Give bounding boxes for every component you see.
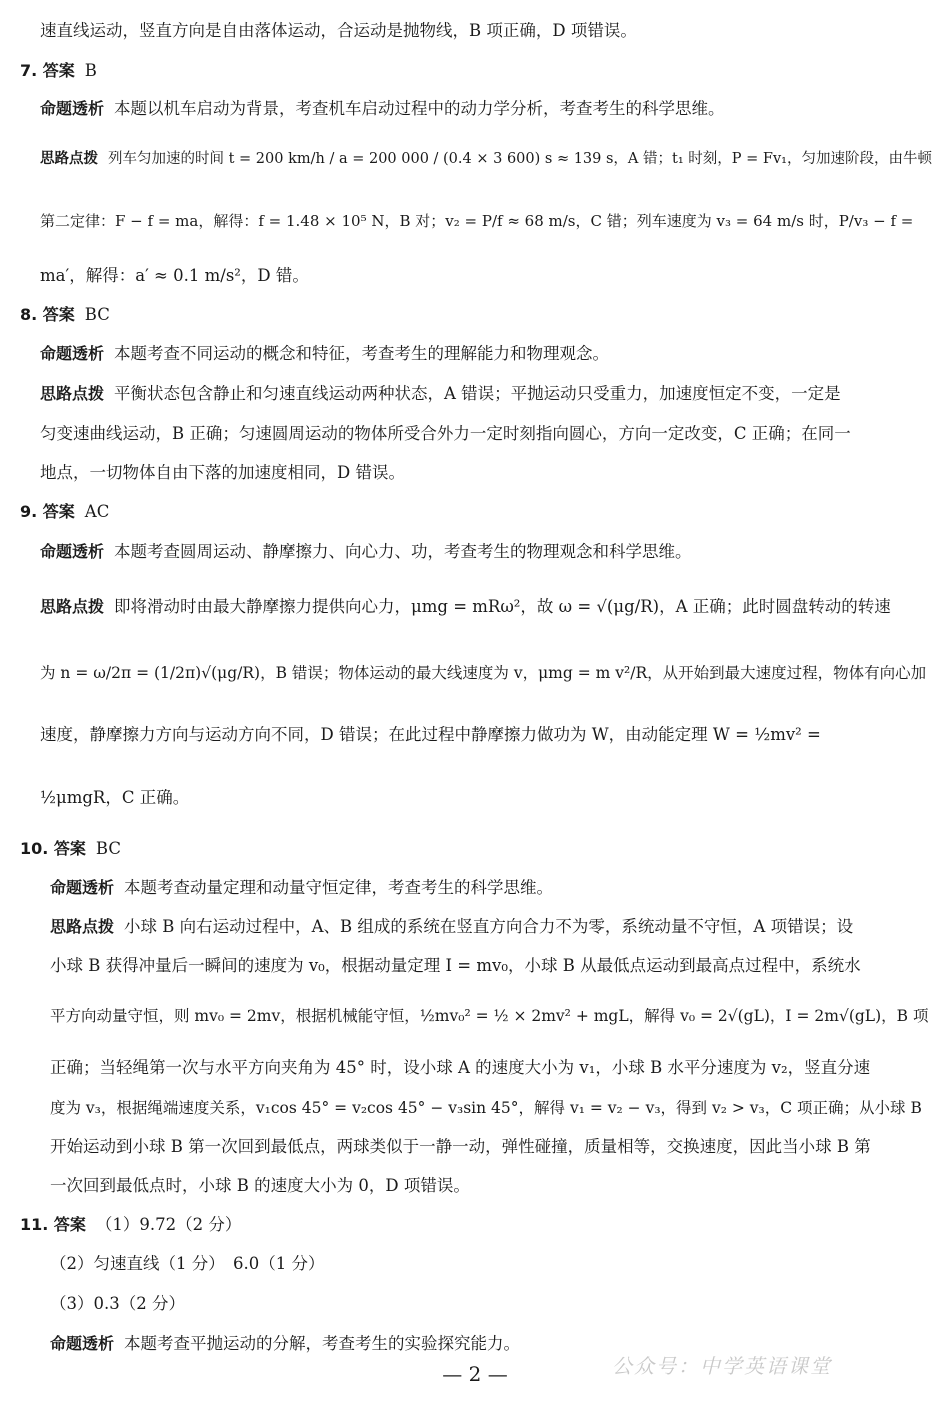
hint-line-10 <box>50 916 853 938</box>
analysis-line-8 <box>40 343 609 365</box>
answer-label: 10. 答案 <box>20 839 86 858</box>
page-number: — 2 — <box>442 1362 508 1386</box>
answer-value: （1）9.72（2 分） <box>95 1215 242 1234</box>
hint-label: 思路点拨 <box>40 384 105 403</box>
answer-heading-10 <box>20 838 121 860</box>
hint-text: 平衡状态包含静止和匀速直线运动两种状态，A 错误；平抛运动只受重力，加速度恒定不变，一定是 <box>114 384 841 403</box>
analysis-label: 命题透析 <box>40 542 105 561</box>
hint-line-7 <box>40 148 932 170</box>
answer-value: BC <box>84 305 110 324</box>
text-line: （3）0.3（2 分） <box>50 1294 185 1313</box>
text-line: 正确；当轻绳第一次与水平方向夹角为 45° 时，设小球 A 的速度大小为 v₁，小球 B 水平分速度为 v₂，竖直分速 <box>50 1058 871 1077</box>
analysis-line-7 <box>40 98 725 120</box>
hint-line-9 <box>40 596 891 618</box>
hint-label: 思路点拨 <box>50 917 115 936</box>
answer-heading-11 <box>20 1214 241 1236</box>
text-line: 一次回到最低点时，小球 B 的速度大小为 0，D 项错误。 <box>50 1176 470 1195</box>
text-line: 小球 B 获得冲量后一瞬间的速度为 v₀，根据动量定理 I = mv₀，小球 B 从最低点运动到最高点过程中，系统水 <box>50 956 861 975</box>
analysis-text: 本题考查圆周运动、静摩擦力、向心力、功，考查考生的物理观念和科学思维。 <box>114 542 692 561</box>
analysis-text: 本题考查动量定理和动量守恒定律，考查考生的科学思维。 <box>124 878 554 897</box>
text-line: ½μmgR，C 正确。 <box>40 788 190 807</box>
text-line: 速直线运动，竖直方向是自由落体运动，合运动是抛物线，B 项正确，D 项错误。 <box>40 21 637 40</box>
answer-heading-8 <box>20 304 110 326</box>
text-line: 第二定律：F − f = ma，解得：f = 1.48 × 10⁵ N，B 对；v₂ = P/f ≈ 68 m/s，C 错；列车速度为 v₃ = 64 m/s 时，P/v₃ − f = <box>40 212 914 230</box>
analysis-line-10 <box>50 877 553 899</box>
analysis-text: 本题考查不同运动的概念和特征，考查考生的理解能力和物理观念。 <box>114 344 610 363</box>
answer-value: AC <box>84 502 110 521</box>
answer-label: 7. 答案 <box>20 61 75 80</box>
analysis-line-9 <box>40 541 692 563</box>
answer-label: 11. 答案 <box>20 1215 86 1234</box>
analysis-label: 命题透析 <box>40 99 105 118</box>
hint-label: 思路点拨 <box>40 597 105 616</box>
answer-heading-7 <box>20 60 97 82</box>
analysis-line-11 <box>50 1333 520 1355</box>
analysis-text: 本题以机车启动为背景，考查机车启动过程中的动力学分析，考查考生的科学思维。 <box>114 99 725 118</box>
text-line: 为 n = ω/2π = (1/2π)√(μg/R)，B 错误；物体运动的最大线速度为 v，μmg = m v²/R，从开始到最大速度过程，物体有向心加 <box>40 664 927 682</box>
text-line: 平方向动量守恒，则 mv₀ = 2mv，根据机械能守恒，½mv₀² = ½ × 2mv² + mgL，解得 v₀ = 2√(gL)，I = 2m√(gL)，B 项 <box>50 1007 929 1025</box>
hint-text: 即将滑动时由最大静摩擦力提供向心力，μmg = mRω²，故 ω = √(μg/R)，A 正确；此时圆盘转动的转速 <box>114 597 891 616</box>
hint-line-8 <box>40 383 841 405</box>
answer-value: B <box>84 61 97 80</box>
text-line: （2）匀速直线（1 分） 6.0（1 分） <box>50 1254 325 1273</box>
hint-text: 小球 B 向右运动过程中，A、B 组成的系统在竖直方向合力不为零，系统动量不守恒，A 项错误；设 <box>124 917 854 936</box>
analysis-label: 命题透析 <box>40 344 105 363</box>
answer-heading-9 <box>20 501 109 523</box>
text-line: 速度，静摩擦力方向与运动方向不同，D 错误；在此过程中静摩擦力做功为 W，由动能定理 W = ½mv² = <box>40 725 821 744</box>
text-line: 匀变速曲线运动，B 正确；匀速圆周运动的物体所受合外力一定时刻指向圆心，方向一定改变，C 正确；在同一 <box>40 424 851 443</box>
analysis-label: 命题透析 <box>50 878 115 897</box>
watermark: 公众号：中学英语课堂 <box>612 1354 832 1378</box>
text-line: 开始运动到小球 B 第一次回到最低点，两球类似于一静一动，弹性碰撞，质量相等，交换速度，因此当小球 B 第 <box>50 1137 871 1156</box>
text-line: ma′，解得：a′ ≈ 0.1 m/s²，D 错。 <box>40 266 309 285</box>
answer-label: 8. 答案 <box>20 305 75 324</box>
hint-label: 思路点拨 <box>40 151 98 167</box>
text-line: 地点，一切物体自由下落的加速度相同，D 错误。 <box>40 463 405 482</box>
text-line: 度为 v₃，根据绳端速度关系，v₁cos 45° = v₂cos 45° − v₃sin 45°，解得 v₁ = v₂ − v₃，得到 v₂ > v₃，C 项正确；从小球 B <box>50 1099 922 1117</box>
answer-value: BC <box>95 839 121 858</box>
hint-text: 列车匀加速的时间 t = 200 km/h / a = 200 000 / (0.4 × 3 600) s ≈ 139 s，A 错；t₁ 时刻，P = Fv₁，匀加速阶段，由牛顿 <box>108 151 932 167</box>
answer-label: 9. 答案 <box>20 502 75 521</box>
analysis-text: 本题考查平抛运动的分解，考查考生的实验探究能力。 <box>124 1334 521 1353</box>
analysis-label: 命题透析 <box>50 1334 115 1353</box>
